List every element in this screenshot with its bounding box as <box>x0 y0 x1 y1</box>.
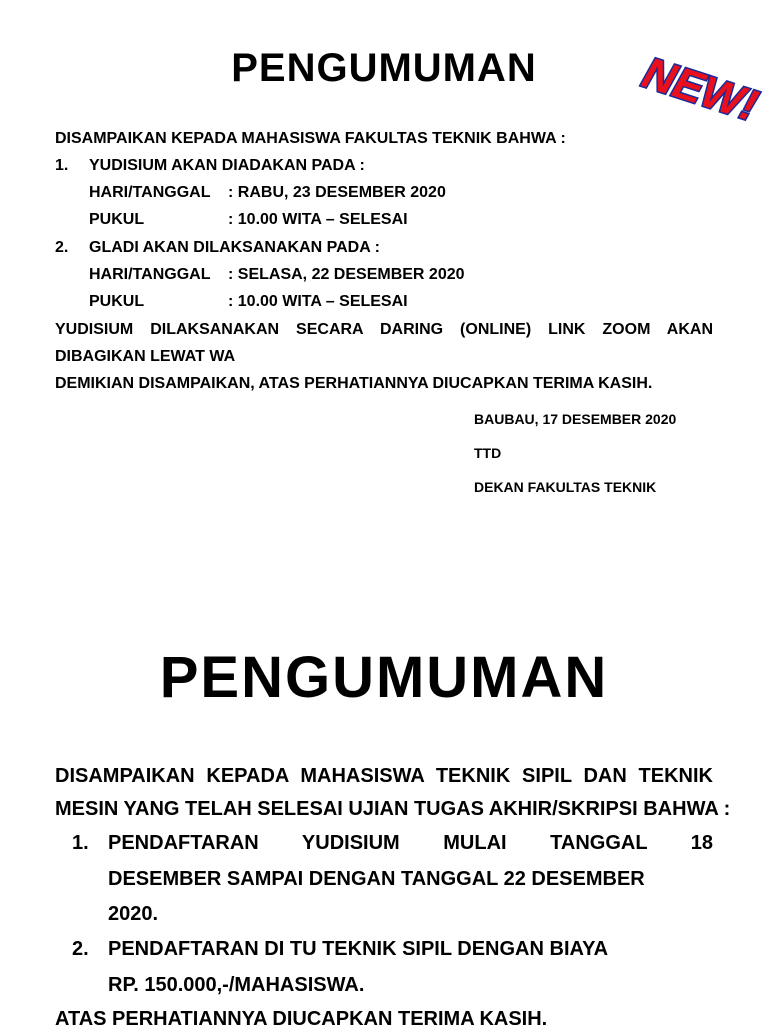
new-badge-text: NEW! <box>636 48 764 131</box>
row-label: HARI/TANGGAL <box>89 184 211 201</box>
notice1-item-2-date-row <box>89 266 465 284</box>
notice2-title: PENGUMUMAN <box>159 645 609 710</box>
row-label: PUKUL <box>89 293 145 310</box>
notice1-item-2-text: GLADI AKAN DILAKSANAKAN PADA : <box>89 239 380 256</box>
notice1-item-2-time-row <box>89 293 408 311</box>
notice2-closing: ATAS PERHATIANNYA DIUCAPKAN TERIMA KASIH. <box>55 1008 548 1030</box>
new-badge-icon <box>632 42 768 138</box>
notice1-item-1-text: YUDISIUM AKAN DIADAKAN PADA : <box>89 157 365 174</box>
notice1-item-1-time-row <box>89 211 408 229</box>
row-value: : RABU, 23 DESEMBER 2020 <box>228 184 446 201</box>
notice1-title: PENGUMUMAN <box>231 46 537 90</box>
notice1-intro: DISAMPAIKAN KEPADA MAHASISWA FAKULTAS TEKNIK BAHWA : <box>55 130 566 147</box>
row-label: HARI/TANGGAL <box>89 266 211 283</box>
row-value: : SELASA, 22 DESEMBER 2020 <box>228 266 465 283</box>
notice2-item-2-number: 2. <box>72 938 89 960</box>
row-label: PUKUL <box>89 211 145 228</box>
signature-ttd: TTD <box>474 445 502 461</box>
row-value: : 10.00 WITA – SELESAI <box>228 211 408 228</box>
notice2-item-2-line2: RP. 150.000,-/MAHASISWA. <box>108 974 365 996</box>
notice1-item-1-number: 1. <box>55 157 69 174</box>
notice1-online-line1: YUDISIUM DILAKSANAKAN SECARA DARING (ONLINE) LINK ZOOM AKAN <box>55 321 713 338</box>
notice1-closing: DEMIKIAN DISAMPAIKAN, ATAS PERHATIANNYA DIUCAPKAN TERIMA KASIH. <box>55 375 653 392</box>
notice2-item-1-line3: 2020. <box>108 903 159 925</box>
notice1-online-line2: DIBAGIKAN LEWAT WA <box>55 348 236 365</box>
notice2-item-2-line1: PENDAFTARAN DI TU TEKNIK SIPIL DENGAN BIAYA <box>108 938 609 960</box>
notice1-item-2-number: 2. <box>55 239 69 256</box>
notice2-intro-line2: MESIN YANG TELAH SELESAI UJIAN TUGAS AKHIR/SKRIPSI BAHWA : <box>55 798 731 820</box>
notice2-item-1-number: 1. <box>72 832 89 854</box>
signature-place-date: BAUBAU, 17 DESEMBER 2020 <box>474 411 677 427</box>
notice2-intro-line1: DISAMPAIKAN KEPADA MAHASISWA TEKNIK SIPIL DAN TEKNIK <box>55 765 713 787</box>
notice2-item-1-line1: PENDAFTARAN YUDISIUM MULAI TANGGAL 18 <box>108 832 713 854</box>
notice2-item-1-line2: DESEMBER SAMPAI DENGAN TANGGAL 22 DESEMBER <box>108 868 645 890</box>
signature-position: DEKAN FAKULTAS TEKNIK <box>474 479 657 495</box>
notice1-item-1-date-row <box>89 184 446 202</box>
row-value: : 10.00 WITA – SELESAI <box>228 293 408 310</box>
